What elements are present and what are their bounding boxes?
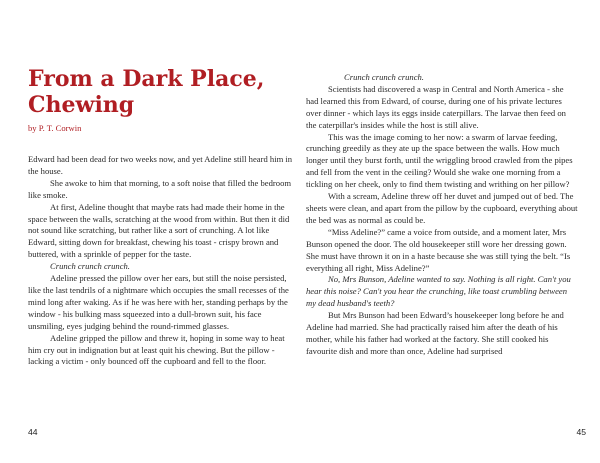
paragraph-italic: Crunch crunch crunch.: [344, 72, 424, 82]
paragraph: But Mrs Bunson had been Edward’s housekeeper long before he and Adeline had married. She had practically raised him after the death of his mother, while his father had worked at the factory. She still cooked his favourite dish and more than once, Adeline had surprised: [306, 310, 564, 356]
paragraph: Scientists had discovered a wasp in Central and North America - she had learned this from Edward, of course, during one of his private lectures over dinner - which lays its eggs inside caterpillars. The larvae then feed on the caterpillar's insides while the host is still alive.: [306, 83, 566, 130]
paragraph: Adeline pressed the pillow over her ears, but still the noise persisted, like the last tendrils of a nightmare which occupies the small recesses of the mind long after waking. As if he was here with her, standing perhaps by the window - his bulking mass squeezed into a dull-brown suit, his face unsmiling, eyes judging behind the round-rimmed glasses.: [28, 273, 289, 331]
left-text-column: [28, 154, 298, 368]
paragraph: She awoke to him that morning, to a soft noise that filled the bedroom like smoke.: [28, 177, 292, 200]
paragraph: This was the image coming to her now: a swarm of larvae feeding, crunching greedily as they ate up the space between the walls. How much longer until they burst forth, until the wriggling brood crawled from the pipes and fell from the vent in the ceiling? Would she wake one morning from a tickling on her cheek, only to find them twisting and writhing on her pillow?: [306, 131, 573, 190]
right-page: [300, 0, 600, 463]
paragraph: At first, Adeline thought that maybe rats had made their home in the space between the walls, scratching at the wood from within. But then it did not sound like scratching, but rather like a sort of crunching. A lot like Edward, sitting down for breakfast, chewing his toast - crispy brown and buttered, with a sprinkle of pepper for the taste.: [28, 201, 290, 260]
author-byline: by P. T. Corwin: [28, 123, 82, 133]
paragraph: With a scream, Adeline threw off her duvet and jumped out of bed. The sheets were clean, and apart from the pillow by the cupboard, everything about the bed was as normal as could be.: [306, 191, 578, 225]
paragraph: Edward had been dead for two weeks now, and yet Adeline still heard him in the house.: [28, 154, 293, 176]
paragraph-italic: No, Mrs Bunson, Adeline wanted to say. Nothing is all right. Can't you hear this noise? Can't you hear the crunching, like toast crumbling between my dead husband's teeth?: [306, 274, 571, 309]
story-title-line-1: From a Dark Place,: [28, 66, 265, 92]
paragraph: Adeline gripped the pillow and threw it, hoping in some way to heat him cry out in indignation but at least quit his chewing. But the pillow - lacking a victim - only bounced off the cupboard and fell to the floor.: [28, 332, 285, 367]
paragraph: “Miss Adeline?” came a voice from outside, and a moment later, Mrs Bunson opened the door. The old housekeeper still wore her dressing gown. She must have thrown it on in a haste because she was still tying the belt. “Is everything all right, Miss Adeline?”: [306, 226, 571, 273]
page-number-right: 45: [576, 427, 586, 437]
page-number-left: 44: [28, 427, 38, 437]
story-title-line-2: Chewing: [28, 92, 135, 118]
right-text-column: [306, 72, 578, 358]
story-title: [28, 66, 298, 118]
paragraph-italic: Crunch crunch crunch.: [50, 261, 130, 272]
